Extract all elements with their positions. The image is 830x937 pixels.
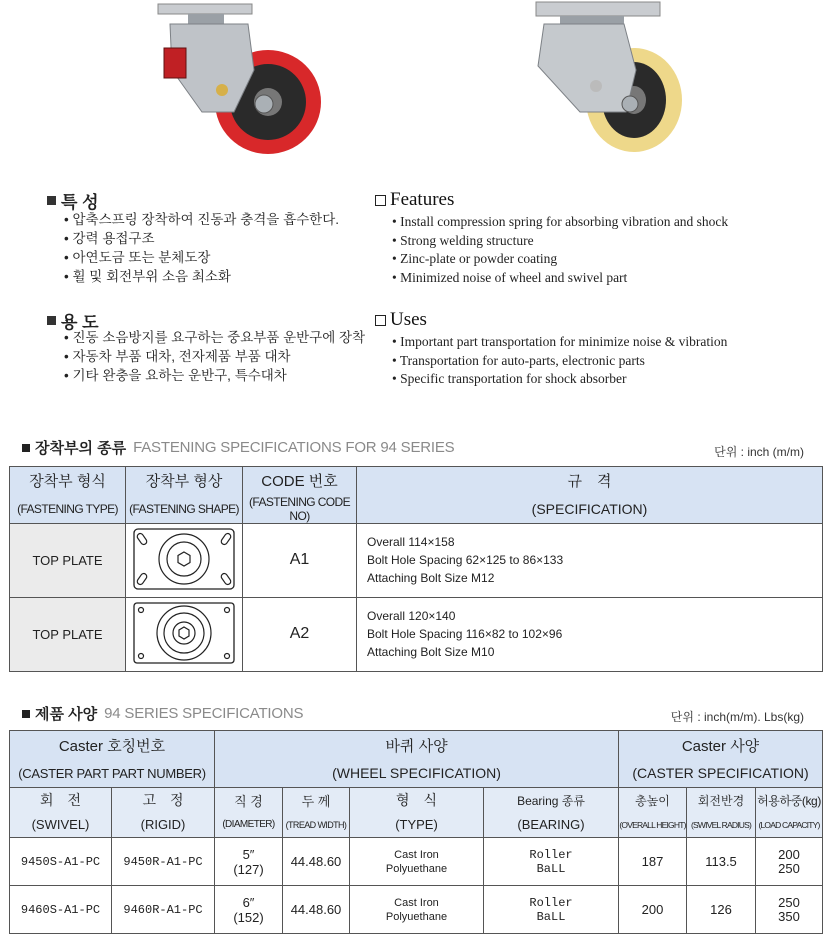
list-item: • Strong welding structure: [392, 232, 728, 251]
diameter-mm: (152): [233, 909, 264, 925]
swivel-radius: 113.5: [687, 838, 756, 886]
group-header-en: (CASTER SPECIFICATION): [619, 760, 823, 788]
list-item: • Minimized noise of wheel and swivel part: [392, 269, 728, 288]
col-header: 규 격: [357, 467, 823, 495]
load-capacity-cell: [756, 886, 823, 934]
fastening-spec: [357, 597, 823, 671]
col-header-en: (FASTENING CODE NO): [243, 495, 357, 524]
bullet-square-icon: [22, 444, 30, 452]
group-header: Caster 사양: [619, 731, 823, 760]
features-en-list: [392, 213, 728, 287]
top-plate-a2-icon: [132, 601, 236, 665]
list-item: • 압축스프링 장착하여 진동과 충격을 흡수한다.: [64, 210, 339, 229]
uses-en-list: [392, 333, 727, 389]
col-header: 직 경: [215, 788, 283, 813]
table-row: [10, 523, 823, 597]
list-item: • Zinc-plate or powder coating: [392, 250, 728, 269]
bearing-type: Roller: [529, 847, 573, 862]
uses-ko-title-text: 용 도: [61, 313, 99, 332]
fastening-spec: [357, 523, 823, 597]
bearing-cell: [484, 838, 619, 886]
bullet-square-icon: [47, 196, 56, 205]
load-capacity: 250: [778, 860, 800, 876]
fastening-title-ko: 장착부의 종류: [35, 440, 127, 457]
fastening-code: A2: [243, 597, 357, 671]
list-item: • 휠 및 회전부위 소음 최소화: [64, 267, 339, 286]
col-header: 고 정: [112, 788, 215, 813]
col-header-en: (FASTENING SHAPE): [126, 495, 243, 524]
col-header-en: (SWIVEL): [10, 813, 112, 838]
col-header: 허용하중(kg): [756, 788, 823, 813]
rigid-part: 9460R-A1-PC: [112, 886, 215, 934]
top-plate-a1-icon: [132, 527, 236, 591]
spec-line: Overall 114×158: [367, 535, 455, 549]
fastening-type: TOP PLATE: [10, 523, 126, 597]
wheel-type: Cast Iron: [394, 896, 439, 909]
col-header: 두 께: [283, 788, 350, 813]
fastening-unit: 단위 : inch (m/m): [714, 445, 804, 459]
wheel-type: Polyuethane: [385, 910, 448, 923]
product-title: [22, 703, 303, 724]
spec-line: Bolt Hole Spacing 62×125 to 86×133: [367, 553, 564, 567]
caster-red-photo: [150, 0, 325, 158]
overall-height: 187: [619, 838, 687, 886]
load-capacity: 200: [778, 846, 800, 862]
group-header: Caster 호칭번호: [10, 731, 215, 760]
checkbox-square-icon: [375, 315, 386, 326]
col-header-en: (RIGID): [112, 813, 215, 838]
table-header-row: [10, 788, 823, 813]
tread-width: 44.48.60: [283, 838, 350, 886]
list-item: • Specific transportation for shock absorber: [392, 370, 727, 389]
col-header-en: (BEARING): [484, 813, 619, 838]
rigid-part: 9450R-A1-PC: [112, 838, 215, 886]
bearing-cell: [484, 886, 619, 934]
spec-line: Attaching Bolt Size M10: [367, 645, 495, 659]
bullet-square-icon: [22, 710, 30, 718]
diameter-inch: 6″: [242, 894, 255, 910]
group-header-en: (CASTER PART PART NUMBER): [10, 760, 215, 788]
spec-line: Bolt Hole Spacing 116×82 to 102×96: [367, 627, 563, 641]
col-header-en: (SWIVEL RADIUS): [687, 813, 756, 838]
overall-height: 200: [619, 886, 687, 934]
col-header-en: (TREAD WIDTH): [283, 813, 350, 838]
list-item: • 기타 완충을 요하는 운반구, 특수대차: [64, 366, 365, 385]
features-en-title: [375, 189, 454, 211]
wheel-type-cell: [350, 838, 484, 886]
checkbox-square-icon: [375, 195, 386, 206]
load-capacity: 350: [778, 908, 800, 924]
product-title-ko: 제품 사양: [35, 706, 98, 723]
diameter-inch: 5″: [242, 846, 255, 862]
list-item: • Install compression spring for absorbing vibration and shock: [392, 213, 728, 232]
col-header: Bearing 종류: [484, 788, 619, 813]
list-item: • 강력 용접구조: [64, 229, 339, 248]
spec-line: Attaching Bolt Size M12: [367, 571, 495, 585]
features-ko-title-text: 특 성: [61, 193, 99, 212]
list-item: • 자동차 부품 대차, 전자제품 부품 대차: [64, 347, 365, 366]
col-header-en: (TYPE): [350, 813, 484, 838]
table-header-row: [10, 760, 823, 788]
col-header-en: (FASTENING TYPE): [10, 495, 126, 524]
group-header-en: (WHEEL SPECIFICATION): [215, 760, 619, 788]
col-header: 회 전: [10, 788, 112, 813]
uses-en-title-text: Uses: [390, 309, 427, 330]
col-header-en: (SPECIFICATION): [357, 495, 823, 524]
table-header-row: [10, 467, 823, 495]
table-row: [10, 597, 823, 671]
col-header-en: (DIAMETER): [215, 813, 283, 838]
fastening-shape-a2: [126, 597, 243, 671]
fastening-code: A1: [243, 523, 357, 597]
swivel-radius: 126: [687, 886, 756, 934]
fastening-type: TOP PLATE: [10, 597, 126, 671]
uses-en-title: [375, 309, 427, 331]
table-row: [10, 838, 823, 886]
product-table: [9, 730, 823, 934]
fastening-shape-a1: [126, 523, 243, 597]
table-header-row: [10, 813, 823, 838]
col-header: CODE 번호: [243, 467, 357, 495]
list-item: • 아연도금 또는 분체도장: [64, 248, 339, 267]
col-header-en: (OVERALL HEIGHT): [619, 813, 687, 838]
spec-line: Overall 120×140: [367, 609, 456, 623]
product-unit: 단위 : inch(m/m). Lbs(kg): [670, 710, 804, 724]
features-en-title-text: Features: [390, 189, 455, 210]
caster-yellow-photo: [530, 0, 700, 158]
features-ko-list: [64, 210, 339, 286]
wheel-type-cell: [350, 886, 484, 934]
fastening-title-en: FASTENING SPECIFICATIONS FOR 94 SERIES: [133, 439, 455, 456]
table-header-row: [10, 731, 823, 760]
swivel-part: 9450S-A1-PC: [10, 838, 112, 886]
col-header: 장착부 형상: [126, 467, 243, 495]
table-row: [10, 886, 823, 934]
bearing-type: Roller: [529, 895, 573, 910]
col-header-en: (LOAD CAPACITY): [756, 813, 823, 838]
swivel-part: 9460S-A1-PC: [10, 886, 112, 934]
fastening-table: [9, 466, 823, 672]
bearing-type: BaLL: [536, 909, 566, 924]
table-header-row: [10, 495, 823, 524]
diameter-cell: [215, 838, 283, 886]
list-item: • Transportation for auto-parts, electronic parts: [392, 352, 727, 371]
col-header: 총높이: [619, 788, 687, 813]
wheel-type: Polyuethane: [385, 862, 448, 875]
bullet-square-icon: [47, 316, 56, 325]
load-capacity-cell: [756, 838, 823, 886]
uses-ko-list: [64, 328, 365, 385]
wheel-type: Cast Iron: [394, 848, 439, 861]
load-capacity: 250: [778, 894, 800, 910]
col-header: 형 식: [350, 788, 484, 813]
diameter-cell: [215, 886, 283, 934]
col-header: 회전반경: [687, 788, 756, 813]
list-item: • Important part transportation for minimize noise & vibration: [392, 333, 727, 352]
tread-width: 44.48.60: [283, 886, 350, 934]
col-header: 장착부 형식: [10, 467, 126, 495]
diameter-mm: (127): [233, 861, 264, 877]
group-header: 바퀴 사양: [215, 731, 619, 760]
product-title-en: 94 SERIES SPECIFICATIONS: [104, 705, 304, 722]
fastening-title: [22, 437, 454, 458]
bearing-type: BaLL: [536, 861, 566, 876]
list-item: • 진동 소음방지를 요구하는 중요부품 운반구에 장착: [64, 328, 365, 347]
